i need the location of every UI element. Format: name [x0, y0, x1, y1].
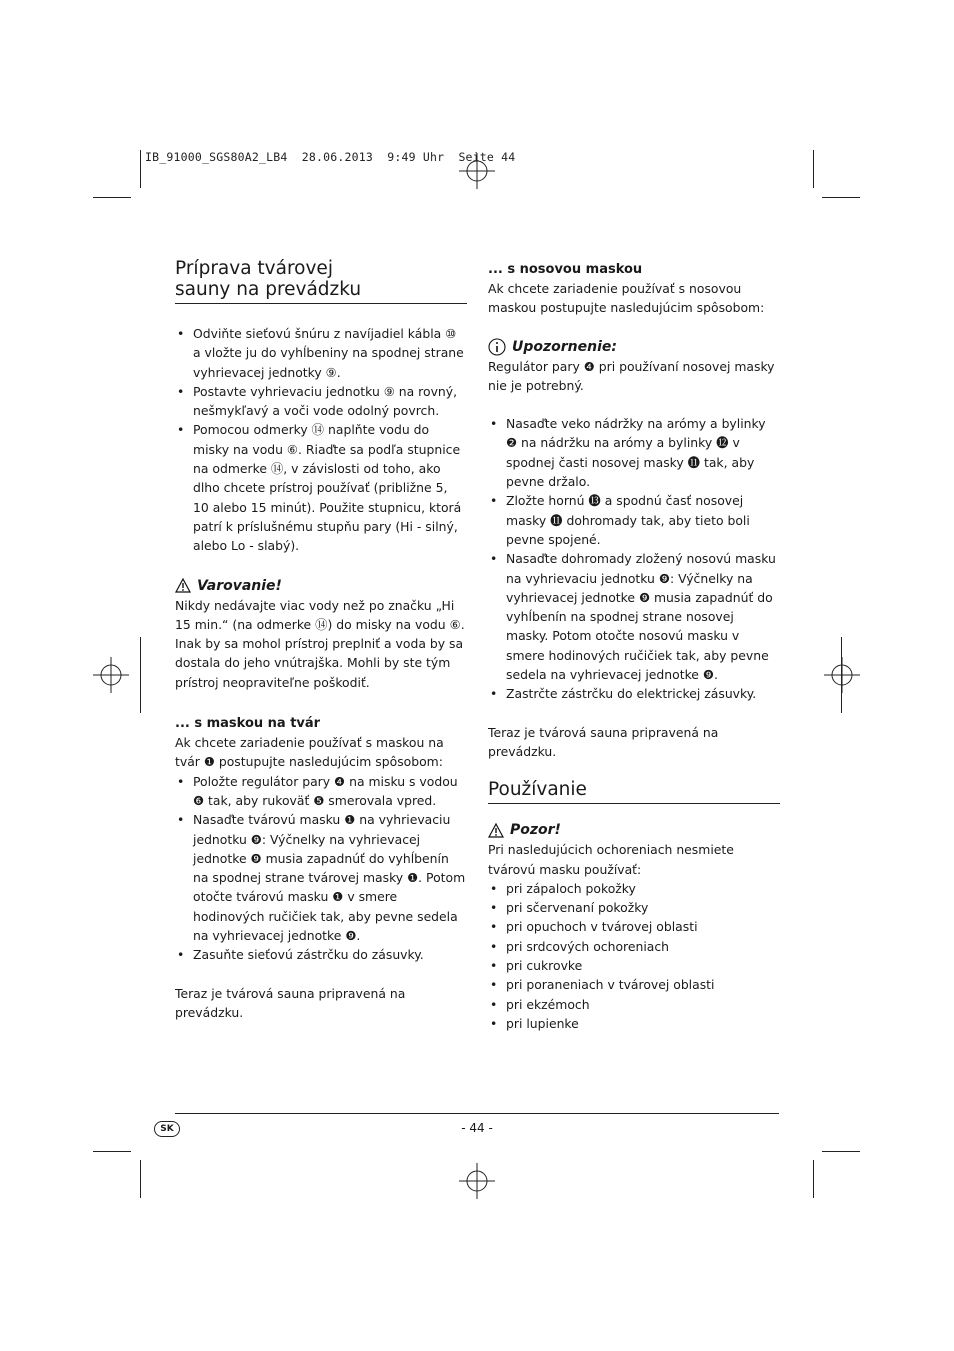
language-badge: SK: [154, 1121, 180, 1137]
crop-mark: [822, 1151, 860, 1152]
notice-heading: Upozornenie:: [488, 337, 780, 357]
crop-mark: [813, 1160, 814, 1198]
list-item: • pri srdcových ochoreniach: [488, 937, 780, 956]
face-mask-heading: ... s maskou na tvár: [175, 716, 321, 732]
right-column: [488, 260, 780, 1033]
list-item: • Pomocou odmerky ⑭ naplňte vodu do misky na vodu ⑥. Riaďte sa podľa stupnice na odmerke ⑭, v závislosti od toho, ako dlho chcete prístroj používať (približne 5, 10 alebo 15 minút). Použite stupnicu, ktorá patrí k príslušnému stupňu pary (Hi - silný, alebo Lo - slabý).: [175, 420, 467, 555]
registration-mark-icon: [93, 657, 129, 693]
footer-divider: [175, 1113, 779, 1114]
crop-mark: [140, 150, 141, 188]
caution-intro: Pri nasledujúcich ochoreniach nesmiete tvárovú masku používať:: [488, 842, 734, 877]
list-item: • pri opuchoch v tvárovej oblasti: [488, 917, 780, 936]
crop-mark: [841, 637, 842, 713]
list-item: • Nasaďte veko nádržky na arómy a bylinky ❷ na nádržku na arómy a bylinky ⓬ v spodnej časti nosovej masky ⓫ tak, aby pevne držalo.: [488, 414, 780, 491]
warning-triangle-icon: [175, 578, 191, 593]
nose-mask-steps: [488, 414, 780, 703]
list-item: • pri cukrovke: [488, 956, 780, 975]
registration-mark-icon: [459, 1163, 495, 1199]
nose-mask-ready-text: Teraz je tvárová sauna pripravená na prevádzku.: [488, 724, 719, 759]
print-slug: IB_91000_SGS80A2_LB4 28.06.2013 9:49 Uhr Seite 44: [145, 150, 516, 164]
crop-mark: [93, 197, 131, 198]
caution-heading: Pozor!: [488, 820, 780, 840]
crop-mark: [140, 1160, 141, 1198]
nose-mask-heading: ... s nosovou maskou: [488, 262, 643, 277]
face-mask-ready-text: Teraz je tvárová sauna pripravená na prevádzku.: [175, 985, 406, 1020]
list-item: • Nasaďte tvárovú masku ❶ na vyhrievaciu jednotku ❾: Výčnelky na vyhrievacej jednotke ❾ musia zapadnúť do vyhĺbenín na spodnej strane tvárovej masky ❶. Potom otočte tvárovú masku ❶ v smere hodinových ručičiek tak, aby pevne sedela na vyhrievacej jednotke ❾.: [175, 810, 467, 945]
face-mask-steps: [175, 772, 467, 965]
list-item: • Odviňte sieťovú šnúru z navíjadiel kábla ⑩ a vložte ju do vyhĺbeniny na spodnej strane vyhrievacej jednotky ⑨.: [175, 324, 467, 382]
list-item: • Zasuňte sieťovú zástrčku do zásuvky.: [175, 945, 467, 964]
page-number: - 44 -: [461, 1121, 493, 1135]
registration-mark-icon: [824, 657, 860, 693]
list-item: • Zložte hornú ⓭ a spodnú časť nosovej masky ⓫ dohromady tak, aby tieto boli pevne spojené.: [488, 491, 780, 549]
list-item: • Zastrčte zástrčku do elektrickej zásuvky.: [488, 684, 780, 703]
left-column: [175, 258, 467, 1022]
warning-text: Nikdy nedávajte viac vody než po značku „Hi 15 min.“ (na odmerke ⑭) do misky na vodu ⑥. Inak by sa mohol prístroj preplniť a voda by sa dostala do jeho vnútrajška. Mohli by ste tým prístroj neopraviteľne poškodiť.: [175, 597, 465, 690]
list-item: • Postavte vyhrievaciu jednotku ⑨ na rovný, nešmykľavý a voči vode odolný povrch.: [175, 382, 467, 421]
info-circle-icon: [488, 338, 506, 356]
list-item: • pri ekzémoch: [488, 995, 780, 1014]
list-item: • pri poraneniach v tvárovej oblasti: [488, 975, 780, 994]
list-item: • pri sčervenaní pokožky: [488, 898, 780, 917]
list-item: • Nasaďte dohromady zložený nosovú masku na vyhrievaciu jednotku ❾: Výčnelky na vyhrievacej jednotke ❾ musia zapadnúť do vyhĺbenín na spodnej strane nosovej masky. Potom otočte nosovú masku v smere hodinových ručičiek tak, aby pevne sedela na vyhrievacej jednotke ❾.: [488, 549, 780, 684]
warning-heading: Varovanie!: [175, 576, 467, 596]
conditions-list: [488, 879, 780, 1033]
section-title-use: Používanie: [488, 779, 780, 804]
face-mask-intro: Ak chcete zariadenie používať s maskou na tvár ❶ postupujte nasledujúcim spôsobom:: [175, 735, 444, 770]
preparation-steps: [175, 324, 467, 556]
registration-mark-icon: [459, 153, 495, 189]
crop-mark: [93, 1151, 131, 1152]
list-item: • Položte regulátor pary ❹ na misku s vodou ❻ tak, aby rukoväť ❺ smerovala vpred.: [175, 772, 467, 811]
crop-mark: [813, 150, 814, 188]
crop-mark: [822, 197, 860, 198]
list-item: • pri lupienke: [488, 1014, 780, 1033]
nose-mask-intro: Ak chcete zariadenie používať s nosovou maskou postupujte nasledujúcim spôsobom:: [488, 281, 765, 316]
crop-mark: [140, 637, 141, 713]
list-item: • pri zápaloch pokožky: [488, 879, 780, 898]
warning-triangle-icon: [488, 823, 504, 838]
section-title-preparation: Príprava tvárovej sauny na prevádzku: [175, 258, 467, 304]
notice-text: Regulátor pary ❹ pri používaní nosovej masky nie je potrebný.: [488, 358, 775, 393]
